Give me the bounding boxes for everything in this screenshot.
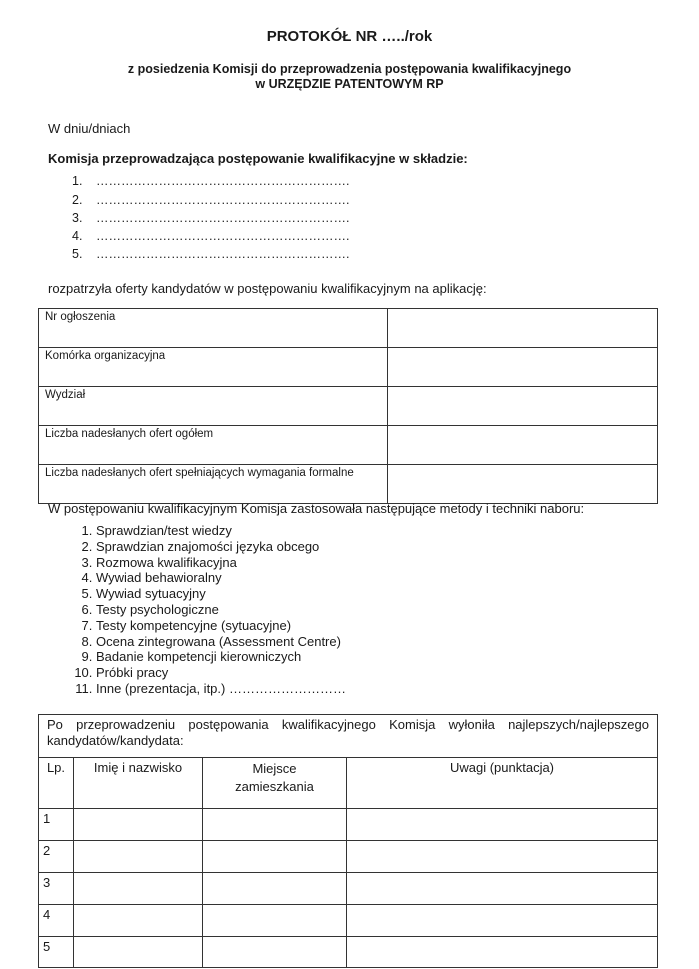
table-row [39,809,657,841]
table-row [39,841,657,873]
place-cell[interactable] [203,841,347,873]
value-field[interactable] [388,348,658,387]
value-field[interactable] [388,465,658,504]
place-cell[interactable] [203,905,347,937]
notes-cell[interactable] [347,905,658,937]
method-item: 9. Badanie kompetencji kierowniczych [96,649,346,665]
header-place [203,758,347,809]
table-row [39,465,658,504]
header-lp: Lp. [39,758,74,809]
member-blank: ……………………………………………………. [96,193,350,207]
member-number: 4. [72,229,83,243]
offers-intro: rozpatrzyła oferty kandydatów w postępowaniu kwalifikacyjnym na aplikację: [48,281,487,296]
document-title: PROTOKÓŁ NR …../rok [266,28,433,45]
table-header-row [39,758,657,809]
candidates-section [38,714,658,968]
committee-member [72,211,349,225]
method-item: 2. Sprawdzian znajomości języka obcego [96,539,346,555]
member-blank: ……………………………………………………. [96,229,350,243]
row-number: 5 [39,937,74,969]
document-subtitle [0,62,699,92]
row-number: 1 [39,809,74,841]
row-number: 4 [39,905,74,937]
row-label: Nr ogłoszenia [39,309,388,348]
name-cell[interactable] [74,905,203,937]
member-blank: ……………………………………………………. [96,174,350,188]
name-cell[interactable] [74,937,203,969]
place-cell[interactable] [203,809,347,841]
name-cell[interactable] [74,841,203,873]
name-cell[interactable] [74,873,203,905]
value-field[interactable] [388,387,658,426]
row-number: 3 [39,873,74,905]
header-name: Imię i nazwisko [74,758,203,809]
committee-member [72,193,349,207]
header-place-line-1: Miejsce [252,761,297,776]
member-number: 5. [72,247,83,261]
committee-member [72,174,349,188]
notes-cell[interactable] [347,809,658,841]
methods-intro: W postępowaniu kwalifikacyjnym Komisja zastosowała następujące metody i techniki naboru: [48,501,585,516]
row-label: Wydział [39,387,388,426]
committee-member [72,247,349,261]
methods-list [48,523,346,697]
date-label: W dniu/dniach [48,121,131,136]
method-item: 6. Testy psychologiczne [96,602,346,618]
table-row [39,348,658,387]
method-item: 4. Wywiad behawioralny [96,570,346,586]
method-item: 8. Ocena zintegrowana (Assessment Centre) [96,634,346,650]
member-number: 3. [72,211,83,225]
member-blank: ……………………………………………………. [96,211,350,225]
method-item: 11. Inne (prezentacja, itp.) ……………………… [96,681,346,697]
subtitle-line-1: z posiedzenia Komisji do przeprowadzenia postępowania kwalifikacyjnego [127,62,572,76]
candidates-intro: Po przeprowadzeniu postępowania kwalifikacyjnego Komisja wyłoniła najlepszych/najlepszego kandydatów/kandydata: [47,717,649,748]
method-item: 7. Testy kompetencyjne (sytuacyjne) [96,618,346,634]
row-label: Liczba nadesłanych ofert spełniających wymagania formalne [39,465,388,504]
value-field[interactable] [388,426,658,465]
table-row [39,309,658,348]
committee-member [72,229,349,243]
name-cell[interactable] [74,809,203,841]
notes-cell[interactable] [347,873,658,905]
value-field[interactable] [388,309,658,348]
method-item: 10. Próbki pracy [96,665,346,681]
method-item: 3. Rozmowa kwalifikacyjna [96,555,346,571]
subtitle-line-2: w URZĘDZIE PATENTOWYM RP [255,77,444,91]
recruitment-info-table [38,308,658,504]
row-label: Liczba nadesłanych ofert ogółem [39,426,388,465]
place-cell[interactable] [203,937,347,969]
header-place-line-2: zamieszkania [235,779,314,794]
table-row [39,387,658,426]
table-row [39,905,657,937]
notes-cell[interactable] [347,937,658,969]
row-number: 2 [39,841,74,873]
table-row [39,426,658,465]
method-item: 5. Wywiad sytuacyjny [96,586,346,602]
candidates-table [39,757,657,968]
table-row [39,937,657,969]
notes-cell[interactable] [347,841,658,873]
row-label: Komórka organizacyjna [39,348,388,387]
place-cell[interactable] [203,873,347,905]
table-row [39,873,657,905]
header-notes: Uwagi (punktacja) [347,758,658,809]
method-item: 1. Sprawdzian/test wiedzy [96,523,346,539]
member-number: 2. [72,193,83,207]
committee-heading: Komisja przeprowadzająca postępowanie kwalifikacyjne w składzie: [48,151,468,166]
member-blank: ……………………………………………………. [96,247,350,261]
member-number: 1. [72,174,83,188]
